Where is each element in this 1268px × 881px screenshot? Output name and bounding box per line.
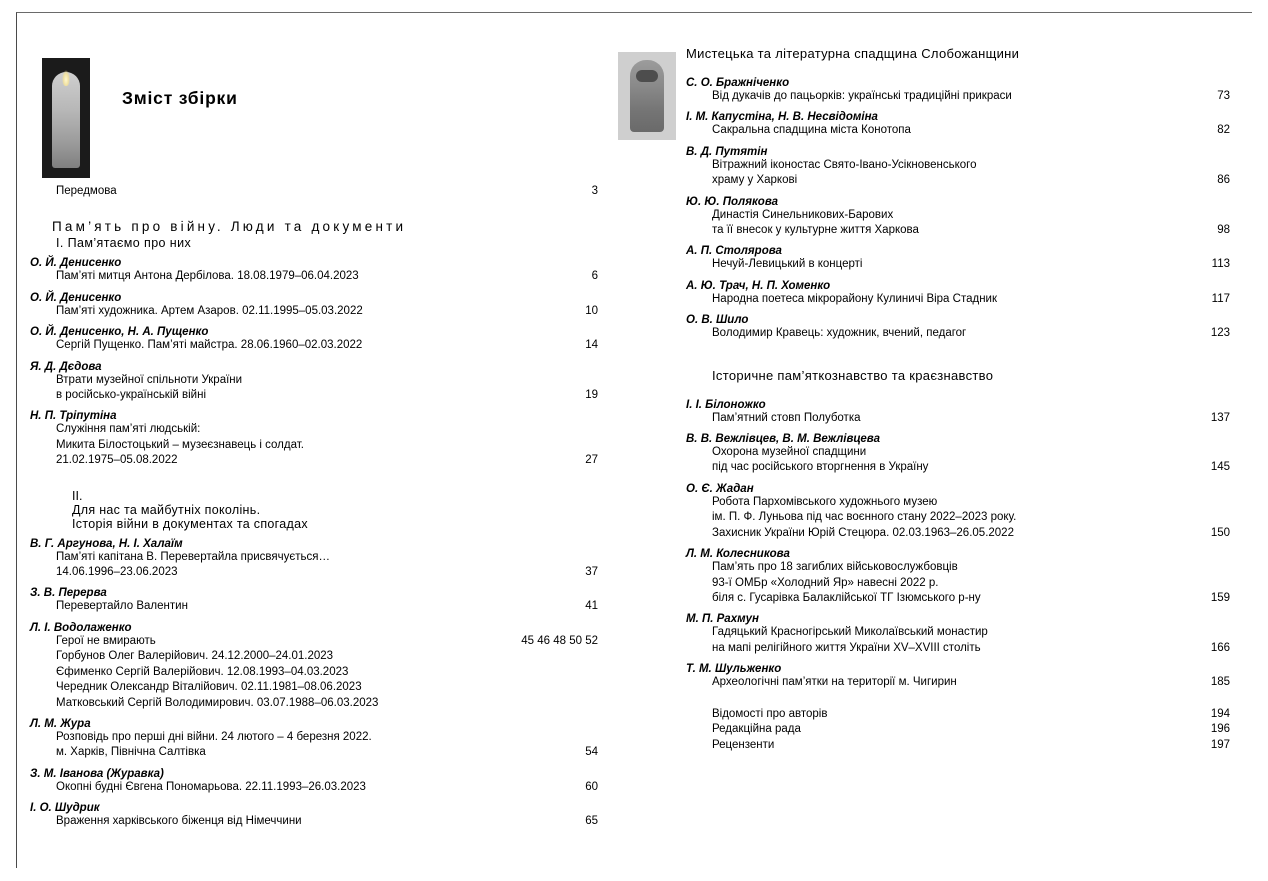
entry-line: на мапі релігійного життя України XV–XVIII століть	[712, 641, 981, 654]
entry-line: 14.06.1996–23.06.2023	[56, 566, 178, 579]
entry-title	[30, 269, 582, 284]
table-row	[30, 304, 598, 319]
entry-line: та її внесок у культурне життя Харкова	[712, 224, 919, 237]
section2-heading: Історичне пам’яткознавство та краєзнавство	[712, 367, 994, 383]
entry-line: Робота Пархомівського художнього музею	[712, 495, 938, 508]
entry-author: О. Й. Денисенко	[30, 257, 122, 270]
table-row-appendix	[686, 738, 1230, 754]
entry-author: Я. Д. Дєдова	[30, 360, 102, 373]
entry-page: 98	[1217, 224, 1230, 237]
entry-author: Л. І. Водолаженко	[30, 621, 132, 634]
entry-line: в російсько-українській війні	[56, 389, 207, 402]
left-header	[30, 42, 598, 162]
flame-icon	[62, 70, 70, 86]
entry-page: 37	[585, 566, 598, 579]
entry-page: 41	[585, 600, 598, 613]
right-column	[608, 12, 1252, 868]
statue-shape	[52, 72, 80, 168]
entry-line: Сакральна спадщина міста Конотопа	[712, 124, 911, 137]
owl-sculpture-photo	[618, 52, 676, 140]
table-row-preface	[30, 184, 598, 199]
entry-page: 65	[585, 815, 598, 828]
entry-title	[30, 422, 575, 468]
entry-page: 123	[1210, 327, 1230, 340]
appendix-label: Рецензенти	[712, 738, 775, 751]
entry-line: Матковський Сергій Володимирович. 03.07.1988–06.03.2023	[56, 696, 379, 709]
entry-author: І. І. Білоножко	[686, 398, 766, 411]
entry-page: 150	[1210, 526, 1230, 539]
entry-line: Розповідь про перші дні війни. 24 лютого – 4 березня 2022.	[56, 730, 372, 743]
preface-page: 3	[591, 185, 598, 197]
table-row	[686, 411, 1230, 426]
entry-line: м. Харків, Північна Салтівка	[56, 746, 206, 759]
appendix-page: 196	[1210, 723, 1230, 736]
entry-title	[30, 338, 575, 353]
appendix-label: Редакційна рада	[712, 723, 801, 736]
table-row	[686, 675, 1230, 690]
entry-line: храму у Харкові	[712, 174, 798, 187]
entry-line: Володимир Кравець: художник, вчений, педагог	[712, 327, 967, 340]
table-row	[686, 89, 1230, 104]
entry-author: І. М. Капустіна, Н. В. Несвідоміна	[686, 111, 878, 124]
entry-line: Вітражний іконостас Свято-Івано-Усікновенського	[712, 158, 977, 171]
part2-line-1: Для нас та майбутніх поколінь.	[72, 502, 261, 517]
table-row-appendix	[686, 722, 1230, 738]
entry-title	[686, 158, 1207, 189]
entry-line: Гадяцький Красногірський Миколаївський монастир	[712, 626, 988, 639]
entry-line: Сергій Пущенко. Пам’яті майстра. 28.06.1960–02.03.2022	[56, 339, 363, 352]
table-row	[30, 634, 598, 711]
part2-roman: II.	[72, 488, 83, 503]
entry-page: 82	[1217, 124, 1230, 137]
entry-page: 113	[1211, 258, 1230, 271]
appendix-page: 197	[1210, 738, 1230, 751]
entry-author: Л. М. Жура	[30, 717, 91, 730]
right-entries-section1	[686, 77, 1230, 753]
entry-line: Микита Білостоцький – музеєзнавець і солдат.	[56, 438, 304, 451]
entry-line: ім. П. Ф. Луньова під час воєнного стану 2022–2023 року.	[712, 511, 1017, 524]
entry-author: В. Г. Аргунова, Н. І. Халаїм	[30, 537, 183, 550]
entry-title	[686, 257, 1202, 272]
part1-subheading: I. Пам’ятаємо про них	[56, 236, 192, 251]
page-title-text: Зміст збірки	[122, 88, 238, 108]
entry-title	[30, 780, 575, 795]
entry-line: Пам’яті капітана В. Перевертайла присвячується…	[56, 550, 330, 563]
entry-title	[30, 599, 575, 614]
entry-page: 60	[585, 780, 598, 793]
entry-line: Народна поетеса мікрорайону Кулиничі Віра Стадник	[712, 292, 998, 305]
page-title	[122, 88, 238, 109]
entry-line: Нечуй-Левицький в концерті	[712, 258, 863, 271]
entry-page-list	[511, 634, 598, 649]
entry-author: Т. М. Шульженко	[686, 663, 782, 676]
entry-line: Втрати музейної спільноти України	[56, 373, 243, 386]
entry-title	[30, 304, 575, 319]
entry-line: Перевертайло Валентин	[56, 600, 188, 613]
entry-page: 145	[1210, 461, 1230, 474]
table-row	[30, 338, 598, 353]
entry-title	[686, 675, 1201, 690]
entry-author: З. В. Перерва	[30, 587, 107, 600]
entry-author: І. О. Шудрик	[30, 802, 100, 815]
entry-author: З. М. Іванова (Журавка)	[30, 767, 164, 780]
entry-title	[30, 730, 575, 761]
entry-author: О. В. Шило	[686, 314, 749, 327]
entry-author: В. Д. Путятін	[686, 145, 768, 158]
entry-page: 117	[1211, 292, 1230, 305]
entry-title	[686, 560, 1201, 606]
entry-page: 6	[591, 270, 598, 283]
entry-line: Династія Синельникових-Барових	[712, 208, 894, 221]
entry-page: 19	[585, 389, 598, 402]
entry-page: 52	[585, 634, 598, 647]
entry-line: Окопні будні Євгена Пономарьова. 22.11.1993–26.03.2023	[56, 780, 366, 793]
table-row	[686, 123, 1230, 138]
section1-heading: Мистецька та літературна спадщина Слобожанщини	[686, 46, 1020, 61]
table-row	[30, 422, 598, 468]
entry-line: біля с. Гусарівка Балаклійської ТГ Ізюмського р-ну	[712, 591, 981, 604]
entry-page: 185	[1210, 676, 1230, 689]
appendix-label: Відомості про авторів	[712, 707, 828, 720]
entry-title	[686, 445, 1201, 476]
entry-author: В. В. Вежлівцев, В. М. Вежлівцева	[686, 433, 880, 446]
preface-label: Передмова	[56, 185, 117, 197]
entry-author: А. П. Столярова	[686, 245, 782, 258]
part2-line-2: Історія війни в документах та спогадах	[72, 516, 308, 531]
entry-line: Горбунов Олег Валерійович. 24.12.2000–24.01.2023	[56, 650, 334, 663]
entry-author: Ю. Ю. Полякова	[686, 195, 779, 208]
entry-page: 137	[1210, 411, 1230, 424]
table-row	[686, 495, 1230, 541]
entry-page: 14	[585, 339, 598, 352]
entry-line: Єфименко Сергій Валерійович. 12.08.1993–04.03.2023	[56, 665, 349, 678]
entry-title	[686, 326, 1201, 341]
entry-line: 21.02.1975–05.08.2022	[56, 454, 178, 467]
entry-line: Герої не вмирають	[56, 634, 156, 647]
table-row	[30, 373, 598, 404]
entry-title	[30, 814, 575, 829]
entry-line: Пам’яті художника. Артем Азаров. 02.11.1995–05.03.2022	[56, 304, 363, 317]
entry-author: С. О. Бражніченко	[686, 77, 790, 89]
entry-line: Археологічні пам’ятки на території м. Чигирин	[712, 676, 957, 689]
table-row	[30, 269, 598, 284]
entry-line: Служіння пам’яті людській:	[56, 423, 201, 436]
appendix-page: 194	[1210, 707, 1230, 720]
entry-page: 86	[1217, 174, 1230, 187]
entry-line: Охорона музейної спадщини	[712, 446, 867, 459]
entry-line: Пам’яті митця Антона Дербілова. 18.08.1979–06.04.2023	[56, 270, 359, 283]
left-column	[16, 12, 608, 868]
two-column-layout	[16, 12, 1252, 868]
entry-line: Пам’ять про 18 загиблих військовослужбовців	[712, 561, 958, 574]
entry-author: О. Є. Жадан	[686, 482, 754, 495]
entry-author: А. Ю. Трач, Н. П. Хоменко	[686, 279, 831, 292]
entry-author: Н. П. Тріпутіна	[30, 410, 117, 423]
entry-page: 45	[521, 634, 534, 647]
entry-page: 10	[585, 304, 598, 317]
left-entries	[30, 184, 598, 830]
candle-statue-photo	[42, 58, 90, 178]
table-row	[30, 599, 598, 614]
entry-page: 48	[553, 634, 566, 647]
entry-title	[30, 634, 511, 711]
entry-page: 54	[585, 746, 598, 759]
table-row	[686, 445, 1230, 476]
table-row	[686, 158, 1230, 189]
table-row	[686, 625, 1230, 656]
entry-line: під час російського вторгнення в Україну	[712, 461, 929, 474]
table-row	[30, 730, 598, 761]
entry-author: М. П. Рахмун	[686, 613, 759, 626]
part1-heading: Пам’ять про війну. Люди та документи	[52, 219, 407, 235]
entry-line: Від дукачів до пацьорків: українські традиційні прикраси	[712, 90, 1012, 102]
entry-line: Чередник Олександр Віталійович. 02.11.1981–08.06.2023	[56, 681, 362, 694]
owl-shape	[630, 60, 664, 132]
entry-author: О. Й. Денисенко	[30, 291, 122, 304]
entry-page: 166	[1210, 641, 1230, 654]
table-row-appendix	[686, 707, 1230, 723]
table-row	[686, 208, 1230, 239]
entry-author: Л. М. Колесникова	[686, 548, 790, 561]
entry-title	[30, 373, 575, 404]
entry-title	[686, 208, 1207, 239]
entry-title	[686, 495, 1201, 541]
entry-title	[686, 123, 1207, 138]
table-row	[30, 550, 598, 581]
table-row	[686, 257, 1230, 272]
entry-title	[686, 292, 1202, 307]
entry-line: Пам’ятний стовп Полуботка	[712, 411, 861, 424]
table-row	[686, 292, 1230, 307]
entry-title	[686, 625, 1201, 656]
entry-page: 50	[569, 634, 582, 647]
table-row	[686, 560, 1230, 606]
entry-page: 46	[537, 634, 550, 647]
entry-page: 159	[1210, 591, 1230, 604]
entry-title	[30, 550, 575, 581]
entry-line: Враження харківського біженця від Німеччини	[56, 815, 302, 828]
entry-title	[686, 89, 1207, 104]
entry-title	[686, 411, 1201, 426]
entry-line: 93-ї ОМБр «Холодний Яр» навесні 2022 р.	[712, 576, 939, 589]
entry-page: 27	[585, 454, 598, 467]
table-row	[30, 814, 598, 829]
entry-author: О. Й. Денисенко, Н. А. Пущенко	[30, 326, 209, 339]
entry-line: Захисник України Юрій Стецюра. 02.03.1963–26.05.2022	[712, 526, 1014, 539]
table-row	[30, 780, 598, 795]
entry-page: 73	[1217, 90, 1230, 102]
table-row	[686, 326, 1230, 341]
